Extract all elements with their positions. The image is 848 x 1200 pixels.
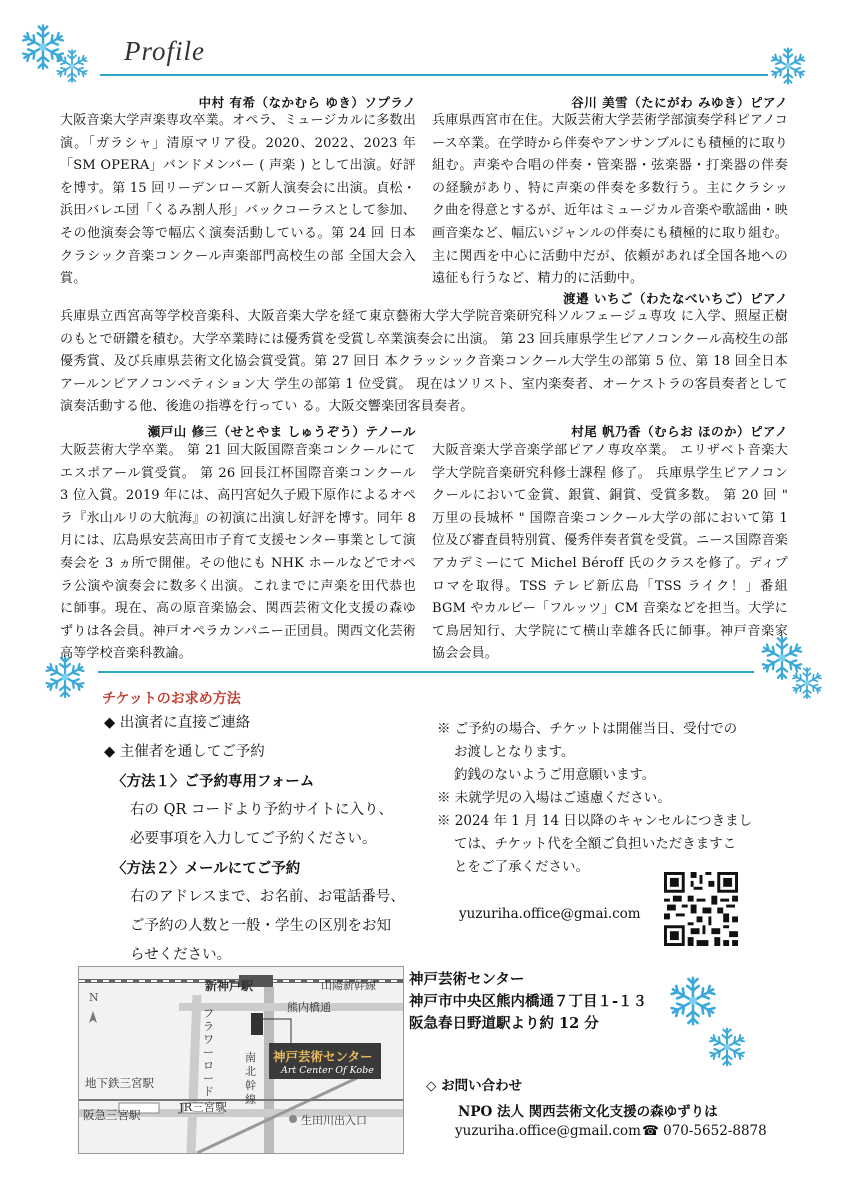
ticket-line: ご予約の人数と一般・学生の区別をお知 [130,918,391,934]
performer-name: 谷川 美雪（たにがわ みゆき）ピアノ [571,95,788,110]
ticket-line: ◆ 主催者を通してご予約 [104,744,265,760]
ticket-line: 必要事項を入力してご予約ください。 [130,831,377,847]
snowflake-icon [788,664,826,702]
contact-heading: ◇ お問い合わせ [426,1078,523,1094]
map-label-ikuta: 生田川出入口 [301,1114,367,1127]
map-label-north: N [89,991,99,1004]
section-divider [98,671,754,673]
ticket-line: 右のアドレスまで、お名前、お電話番号、 [130,889,405,905]
performer-name: 中村 有希（なかむら ゆき）ソプラノ [198,95,416,110]
contact-org: NPO 法人 関西芸術文化支援の森ゆずりは [458,1104,718,1120]
header-divider [100,74,768,76]
map-label-nanboku: 南北幹線 [245,1051,256,1106]
performer-name: 村尾 帆乃香（むらお ほのか）ピアノ [571,424,788,439]
map-label-sanyo: 山陽新幹線 [321,979,376,992]
snowflake-icon [766,44,810,88]
snowflake-icon [664,972,722,1030]
ticket-note: とをご了承ください。 [454,859,589,875]
ticket-note: ては、チケット代を全額ご負担いただきますこ [454,836,737,852]
snowflake-icon [704,1024,750,1070]
venue-address: 神戸市中央区熊内橋通７丁目１-１３ [409,993,648,1010]
reservation-email[interactable]: yuzuriha.office@gmai.com [459,906,641,922]
tickets-heading: チケットのお求め方法 [102,691,241,707]
venue-access: 阪急春日野道駅より約 12 分 [409,1015,599,1032]
map-label-shinkobe: 新神戸駅 [205,979,254,993]
ticket-note: お渡しとなります。 [454,744,575,760]
ticket-method-1: 〈方法１〉ご予約専用フォーム [112,773,315,790]
performer-bio: 大阪音楽大学声楽専攻卒業。オペラ、ミュージカルに多数出演。「ガラシャ」清原マリア役。2020、2022、2023 年「SM OPERA」バンドメンバー ( 声楽 ) として出演。好評を博す。第 15 回リーデンローズ新人演奏会に出演。貞松・浜田バレエ団「くるみ割人形」バックコーラスとして参加、その他演奏会等で幅広く演奏活動している。第 24 回 日本クラシック音楽コンクール声楽部門高校生の部 全国大会入賞。 [60,113,416,287]
ticket-note: ※ 未就学児の入場はご遠慮ください。 [437,790,671,806]
access-map [78,966,404,1154]
map-label-venue-en: Art Center Of Kobe [281,1065,374,1076]
ticket-note: ※ 2024 年 1 月 14 日以降のキャンセルにつきまし [437,813,753,829]
performer-name: 瀬戸山 修三（せとやま しゅうぞう）テノール [147,424,416,439]
map-label-jr: JR三宮駅 [179,1100,227,1114]
qr-code[interactable] [664,872,738,946]
ticket-note: ※ ご予約の場合、チケットは開催当日、受付での [437,721,738,737]
ticket-note: 釣銭のないようご用意願います。 [454,767,656,783]
map-label-kumauchi: 熊内橋通 [287,1001,331,1014]
map-label-venue: 神戸芸術センター [273,1049,373,1064]
ticket-line: ◆ 出演者に直接ご連絡 [104,715,251,731]
page-title: Profile [124,36,205,66]
map-label-subway: 地下鉄三宮駅 [85,1076,154,1090]
performer-bio: 兵庫県西宮市在住。大阪芸術大学芸術学部演奏学科ピアノコース卒業。在学時から伴奏やアンサンブルにも積極的に取り組む。声楽や合唱の伴奏・管楽器・弦楽器・打楽器の伴奏の経験があり、特に声楽の伴奏を多数行う。主にクラシック曲を得意とするが、近年はミュージカル音楽や歌謡曲・映画音楽など、幅広いジャンルの伴奏にも積極的に取り組む。主に関西を中心に活動中だが、依頼があれば全国各地への遠征も行うなど、精力的に活動中。 [432,113,788,287]
map-label-hankyu: 阪急三宮駅 [83,1108,141,1122]
venue-name: 神戸芸術センター [409,971,525,988]
ticket-line: らせください。 [130,947,232,963]
map-label-flower-road: フラワーロード [203,1007,214,1098]
performer-bio: 大阪音楽大学音楽学部ピアノ専攻卒業。 エリザベト音楽大学大学院音楽研究科修士課程 修了。 兵庫県学生ピアノコンクールにおいて金賞、銀賞、銅賞、受賞多数。 第 20 回 " 万里の長城杯 " 国際音楽コンクール大学の部において第 1 位及び審査員特別賞、優秀伴奏者賞を受賞。ニース国際音楽アカデミーにて Michel Béroff 氏のクラスを修了。ディプロマを取得。TSS テレビ新広島「TSS ライク！」番組 BGM やカルビー「フルッツ」CM 音楽などを担当。大学にて鳥居知行、大学院にて横山幸雄各氏に師事。神戸音楽家協会会員。 [432,443,788,662]
contact-email[interactable]: yuzuriha.office@gmail.com [455,1123,641,1139]
ticket-method-2: 〈方法２〉メールにてご予約 [112,860,301,877]
performer-bio: 大阪芸術大学卒業。 第 21 回大阪国際音楽コンクールにてエスポアール賞受賞。 第 26 回長江杯国際音楽コンクール 3 位入賞。2019 年には、高円宮妃久子殿下原作によるオペラ『氷山ルリの大航海』の初演に出演し好評を博す。同年 8 月には、広島県安芸高田市子育て支援センター事業として演奏会を 3 ヵ所で開催。その他にも NHK ホールなどでオペラ公演や演奏会に数多く出演。これまでに声楽を田代恭也に師事。現在、高の原音楽協会、関西芸術文化支援の森ゆずりは各会員。神戸オペラカンパニー正団員。関西文化芸術高等学校音楽科教諭。 [60,443,416,662]
contact-phone[interactable]: ☎ 070-5652-8878 [642,1123,767,1139]
performer-bio: 兵庫県立西宮高等学校音楽科、大阪音楽大学を経て東京藝術大学大学院音楽研究科ソルフェージュ専攻 に入学、照屋正樹のもとで研鑽を積む。大学卒業時には優秀賞を受賞し卒業演奏会に出演。 第 23 回兵庫県学生ピアノコンクール高校生の部優秀賞、及び兵庫県芸術文化協会賞受賞。第 27 回日 本クラッシック音楽コンクール大学生の部第 5 位、第 18 回全日本アールンピアノコンペティション大 学生の部第 1 位受賞。 現在はソリスト、室内楽奏者、オーケストラの客員奏者として演奏活動する他、後進の指導を行ってい る。大阪交響楽団客員奏者。 [60,309,788,415]
ticket-line: 右の QR コードより予約サイトに入り、 [130,802,394,818]
performer-name: 渡邉 いちご（わたなべいちご）ピアノ [563,291,788,306]
snowflake-icon [52,46,92,86]
